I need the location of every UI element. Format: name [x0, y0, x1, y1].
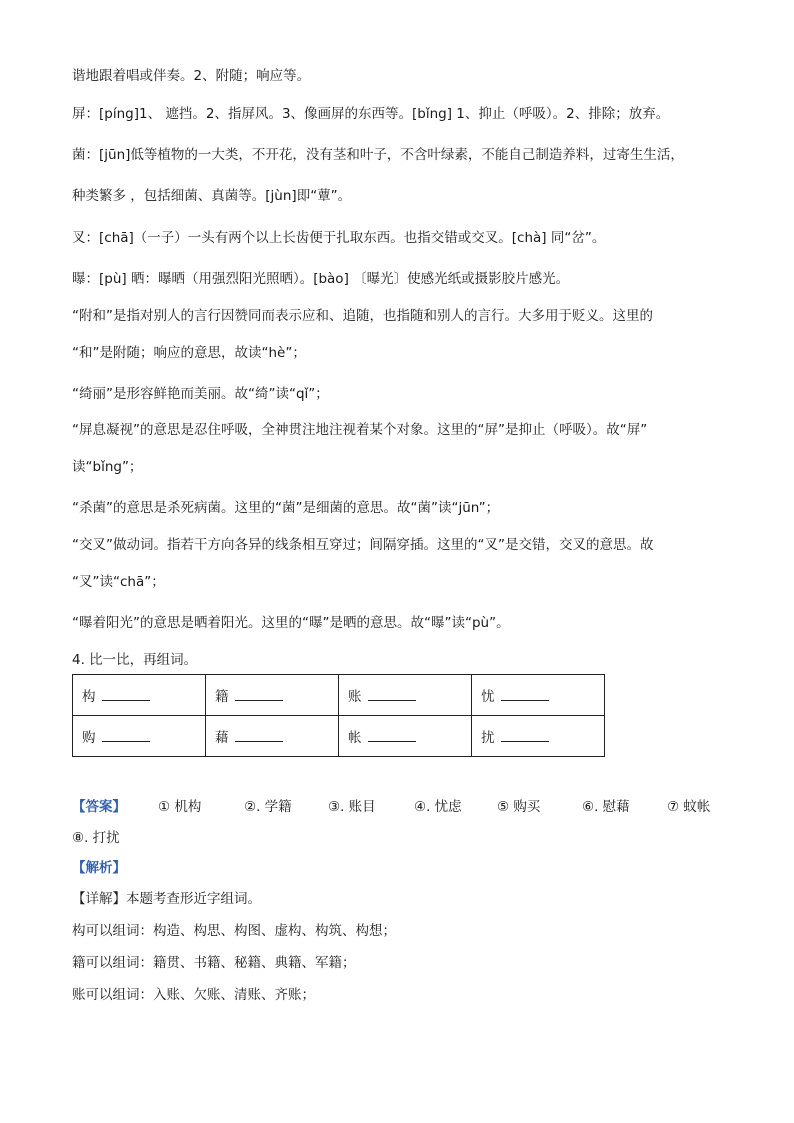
table-cell	[339, 716, 472, 757]
paragraph-line: 曝：[pù] 晒：曝晒（用强烈阳光照晒）。[bào] 〔曝光〕使感光纸或摄影胶片感光。	[72, 271, 570, 287]
paragraph-line: 屏：[píng]1、 遮挡。2、指屏风。3、像画屏的东西等。[bǐng] 1、抑止（呼吸）。2、排除；放弃。	[72, 106, 670, 122]
fill-blank[interactable]	[102, 687, 150, 701]
table-cell	[472, 675, 605, 716]
question-title: 4. 比一比，再组词。	[72, 652, 198, 668]
table-cell	[73, 675, 206, 716]
table-cell	[339, 675, 472, 716]
paragraph-line: “叉”读“chā”；	[72, 574, 165, 590]
answer-item: ① 机构	[158, 799, 202, 815]
analysis-line: 构可以组词：构造、构思、构图、虚构、构筑、构想；	[72, 923, 396, 939]
paragraph-line: 谐地跟着唱或伴奏。2、附随；响应等。	[72, 68, 311, 84]
paragraph-line: “交叉”做动词。指若干方向各异的线条相互穿过；间隔穿插。这里的“叉”是交错，交叉的意思。故	[72, 537, 654, 553]
paragraph-line: “屏息凝视”的意思是忍住呼吸，全神贯注地注视着某个对象。这里的“屏”是抑止（呼吸）。故“屏”	[72, 422, 648, 438]
paragraph-line: 菌：[jūn]低等植物的一大类，不开花，没有茎和叶子，不含叶绿素，不能自己制造养料，过寄生生活，	[72, 147, 684, 163]
analysis-line: 籍可以组词：籍贯、书籍、秘籍、典籍、军籍；	[72, 955, 356, 971]
answer-item: ⑦ 蚊帐	[667, 799, 711, 815]
character-label: 构	[82, 689, 96, 705]
answer-tag: 【答案】	[72, 799, 126, 815]
analysis-tag: 【解析】	[72, 860, 126, 876]
answer-item: ④. 忧虑	[414, 799, 462, 815]
table-cell	[206, 716, 339, 757]
paragraph-line: “杀菌”的意思是杀死病菌。这里的“菌”是细菌的意思。故“菌”读“jūn”；	[72, 500, 500, 516]
fill-blank[interactable]	[501, 728, 549, 742]
character-label: 藉	[215, 730, 229, 746]
character-label: 帐	[348, 730, 362, 746]
answer-item: ⑥. 慰藉	[582, 799, 630, 815]
character-label: 扰	[481, 730, 495, 746]
analysis-line: 【详解】本题考查形近字组词。	[72, 891, 261, 907]
table-cell	[73, 716, 206, 757]
fill-blank[interactable]	[501, 687, 549, 701]
paragraph-line: 读“bǐng”；	[72, 459, 143, 475]
character-label: 籍	[215, 689, 229, 705]
table-row	[73, 716, 605, 757]
fill-blank[interactable]	[235, 687, 283, 701]
paragraph-line: 种类繁多 ，包括细菌、真菌等。[jùn]即“蕈”。	[72, 188, 352, 204]
answer-item: ③. 账目	[328, 799, 376, 815]
table-row	[73, 675, 605, 716]
character-label: 忧	[481, 689, 495, 705]
table-cell	[472, 716, 605, 757]
fill-blank[interactable]	[235, 728, 283, 742]
answer-row	[72, 797, 752, 817]
fill-blank[interactable]	[102, 728, 150, 742]
table-cell	[206, 675, 339, 716]
paragraph-line: “绮丽”是形容鲜艳而美丽。故“绮”读“qǐ”；	[72, 386, 329, 402]
fill-blank[interactable]	[368, 728, 416, 742]
paragraph-line: “和”是附随；响应的意思，故读“hè”；	[72, 345, 306, 361]
answer-item: ⑧. 打扰	[72, 830, 120, 846]
word-comparison-table	[72, 674, 605, 757]
paragraph-line: “曝着阳光”的意思是晒着阳光。这里的“曝”是晒的意思。故“曝”读“pù”。	[72, 615, 510, 631]
character-label: 账	[348, 689, 362, 705]
analysis-line: 账可以组词：入账、欠账、清账、齐账；	[72, 987, 315, 1003]
character-label: 购	[82, 730, 96, 746]
paragraph-line: 叉：[chā]（一子）一头有两个以上长齿便于扎取东西。也指交错或交叉。[chà] 同“岔”。	[72, 230, 606, 246]
answer-item: ⑤ 购买	[497, 799, 541, 815]
paragraph-line: “附和”是指对别人的言行因赞同而表示应和、追随，也指随和别人的言行。大多用于贬义。这里的	[72, 308, 653, 324]
answer-item: ②. 学籍	[244, 799, 292, 815]
fill-blank[interactable]	[368, 687, 416, 701]
